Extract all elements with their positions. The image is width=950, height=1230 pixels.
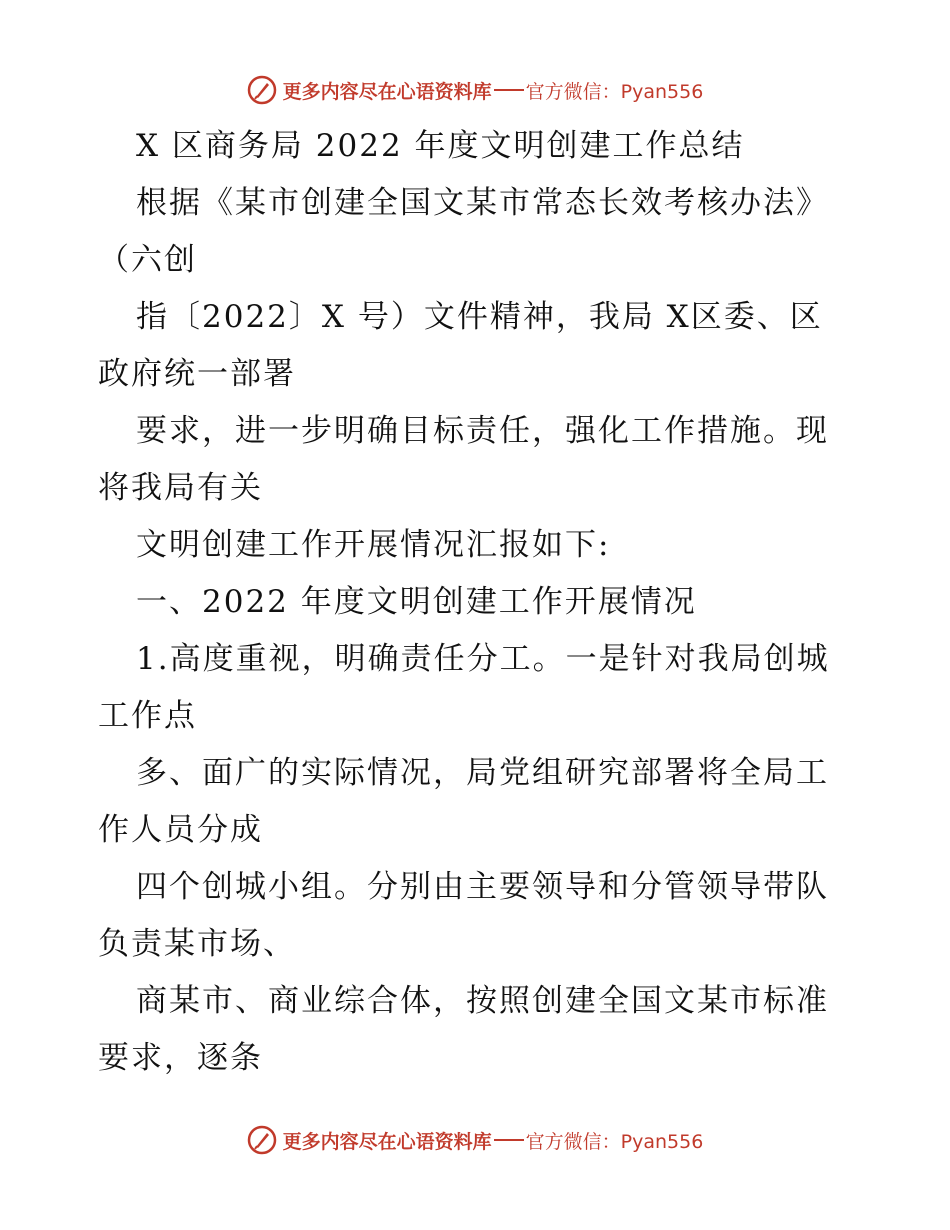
document-line: 1.高度重视，明确责任分工。一是针对我局创城: [136, 641, 830, 677]
document-line: 一、2022 年度文明创建工作开展情况: [136, 584, 697, 620]
banner-wechat-text: 官方微信：Pyan556: [525, 1130, 704, 1153]
document-line: 要求，进一步明确目标责任，强化工作措施。现: [136, 413, 829, 449]
document-line: 要求，逐条: [98, 1040, 263, 1076]
footer-banner: [0, 1120, 950, 1160]
quill-logo-icon: [247, 1125, 277, 1155]
quill-logo-icon: [247, 75, 277, 105]
document-line: 将我局有关: [98, 470, 263, 506]
document-line: 文明创建工作开展情况汇报如下:: [136, 527, 611, 563]
banner-main-text: 更多内容尽在心语资料库: [282, 80, 492, 103]
header-banner: [0, 70, 950, 110]
document-line: 根据《某市创建全国文某市常态长效考核办法》: [136, 185, 829, 221]
document-line: 政府统一部署: [98, 356, 296, 392]
document-line: 商某市、商业综合体，按照创建全国文某市标准: [136, 983, 829, 1019]
document-line: 工作点: [98, 698, 197, 734]
document-body: [98, 118, 858, 1087]
document-line: （六创: [98, 242, 197, 278]
document-line: 指〔2022〕X 号）文件精神，我局 X区委、区: [136, 299, 823, 335]
banner-wechat-text: 官方微信：Pyan556: [525, 80, 704, 103]
document-line: 四个创城小组。分别由主要领导和分管领导带队: [136, 869, 829, 905]
document-line: X 区商务局 2022 年度文明创建工作总结: [136, 128, 745, 164]
document-line: 多、面广的实际情况，局党组研究部署将全局工: [136, 755, 829, 791]
document-line: 作人员分成: [98, 812, 263, 848]
banner-dash: [494, 89, 524, 91]
banner-main-text: 更多内容尽在心语资料库: [282, 1130, 492, 1153]
banner-dash: [494, 1139, 524, 1141]
document-line: 负责某市场、: [98, 926, 296, 962]
